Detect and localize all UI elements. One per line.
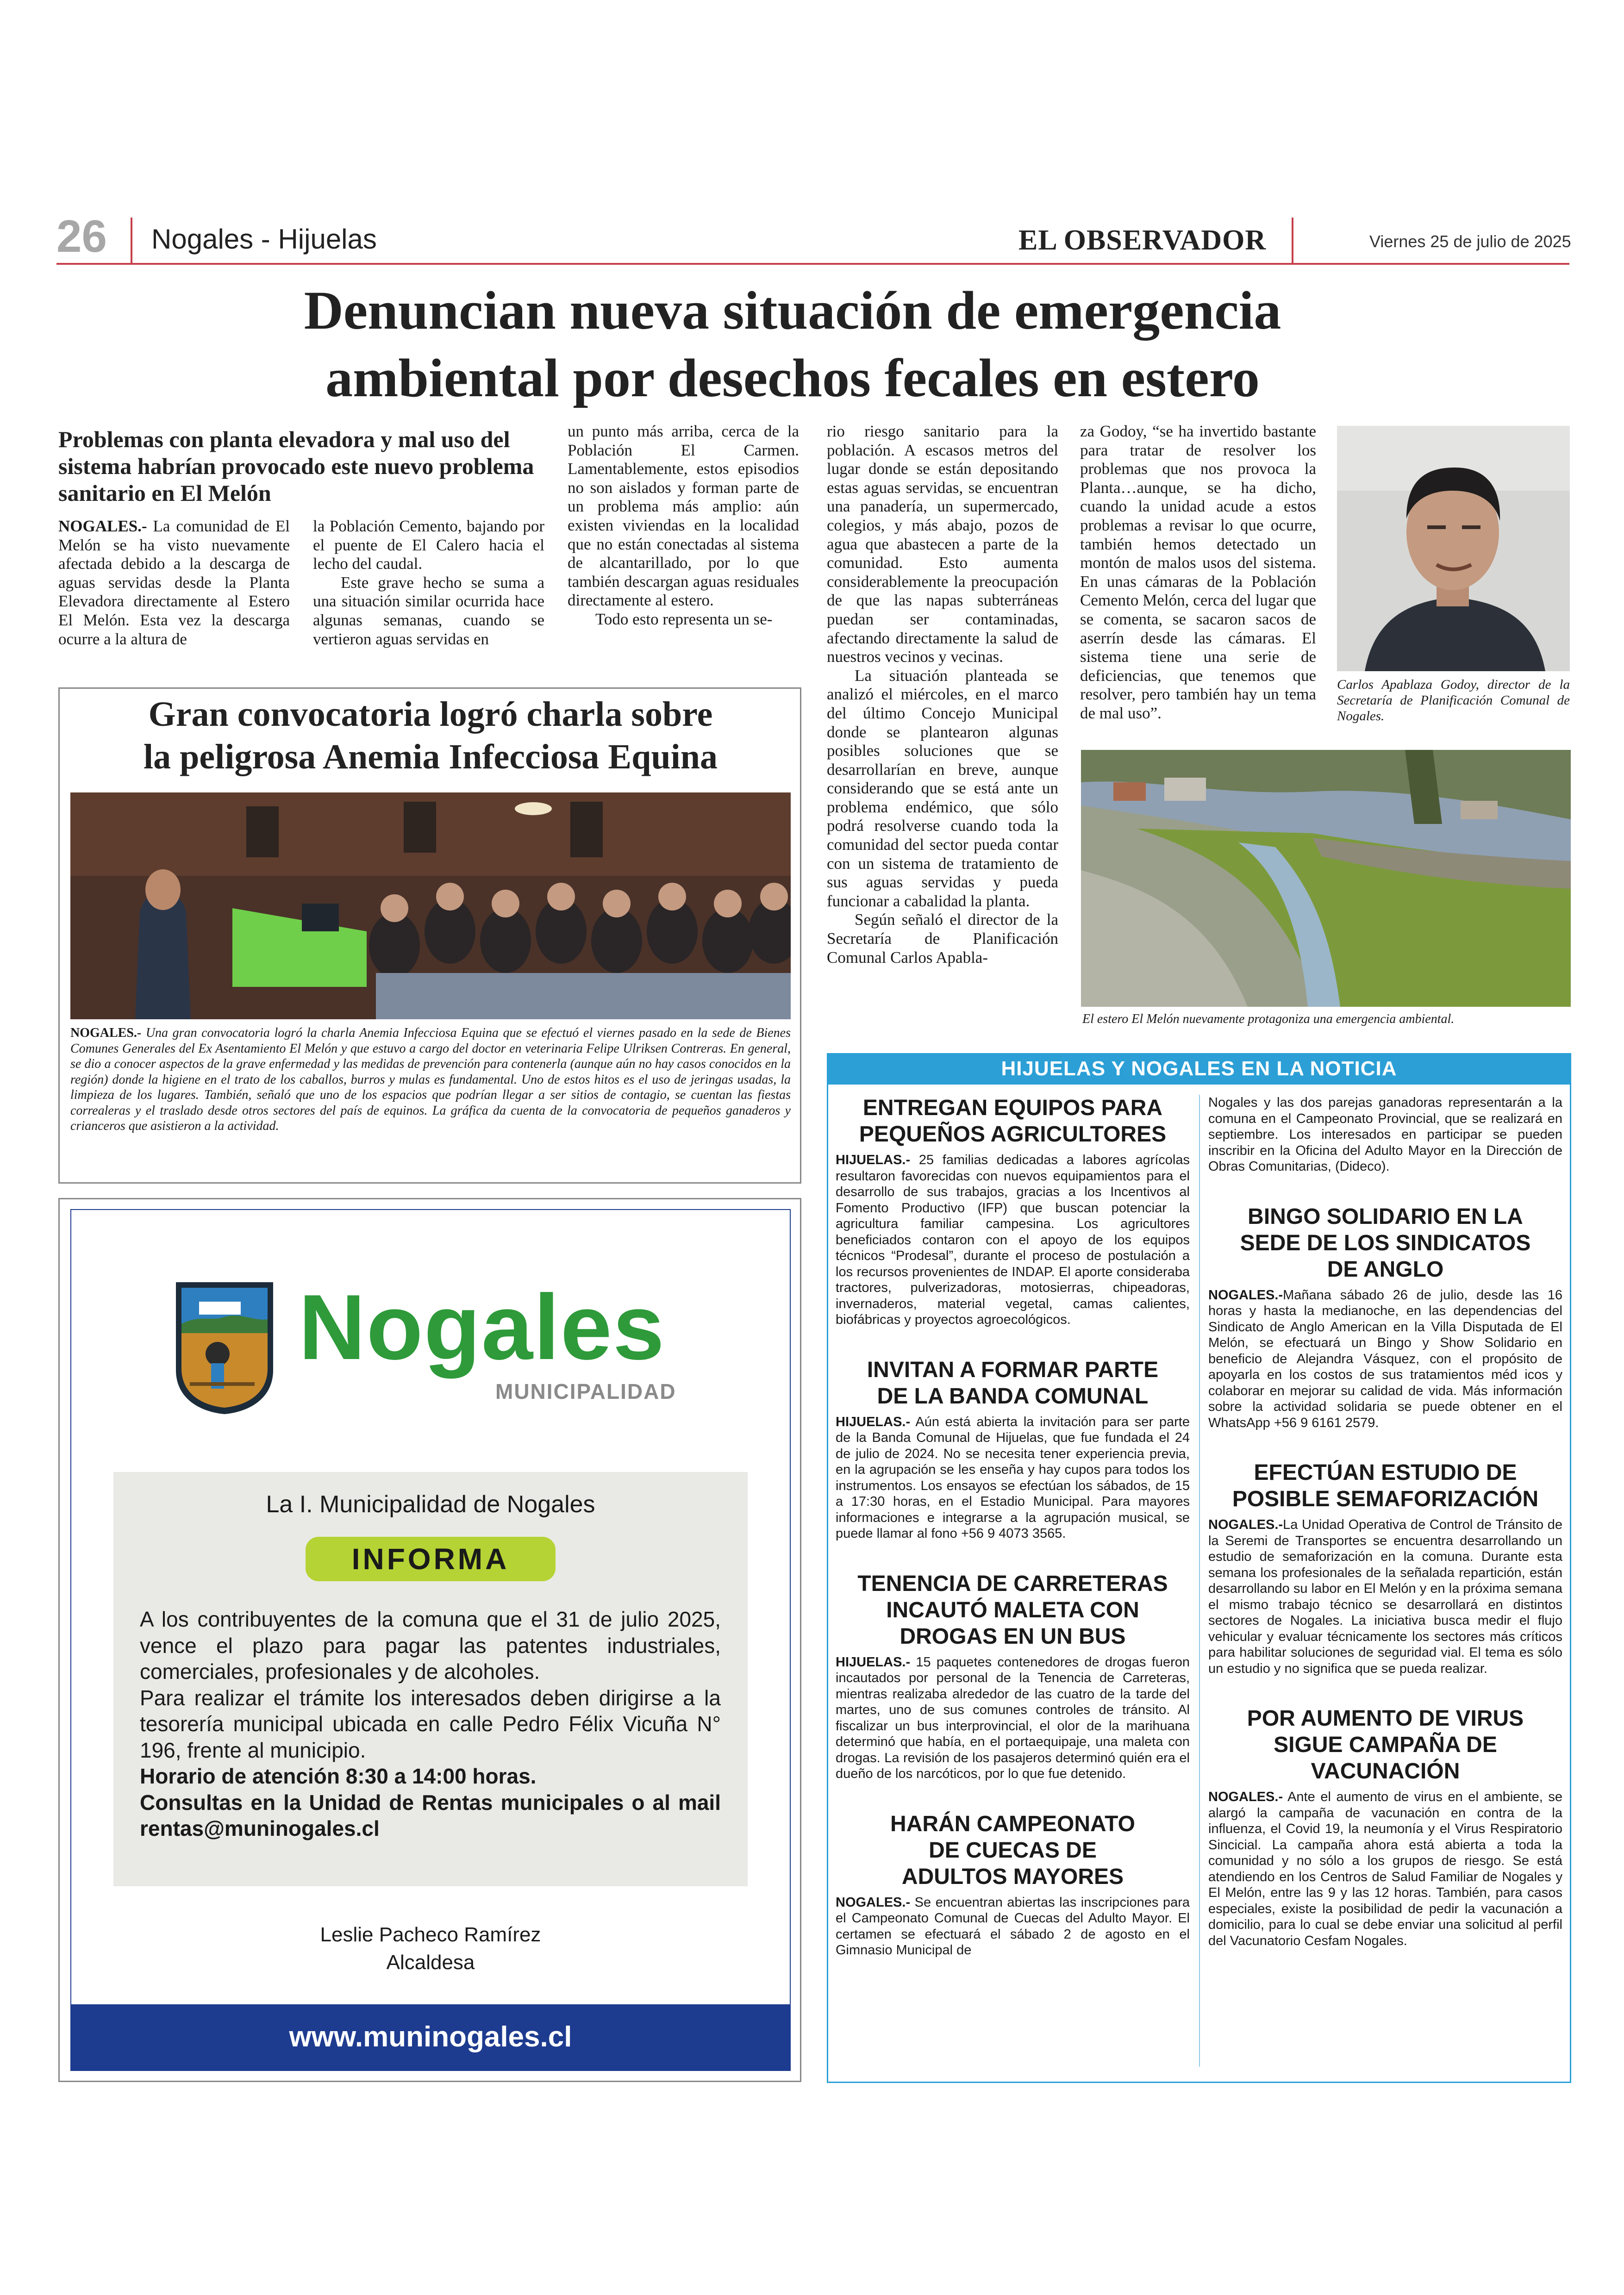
news-item: EFECTÚAN ESTUDIO DE POSIBLE SEMAFORIZACIÓN NOGALES.-La Unidad Operativa de Control de Tránsito de la Seremi de Transportes se encuentra desarrollando un estudio de semaforización en la comuna. Durante esta semana los profesionales de la señalada repartición, están desarrollando su labor en El Melón y en la próxima semana el mismo trabajo técnico se desarrollará en distintos sectores de Nogales. La iniciativa busca medir el flujo vehicular y evaluar técnicamente los sectores más críticos para habilitar soluciones de seguridad vial. El tema es sólo un estudio y no significa que se pueda realizar. bbox=[1208, 1460, 1562, 1676]
news-title: HARÁN CAMPEONATO DE CUECAS DE ADULTOS MAYORES bbox=[890, 1811, 1135, 1889]
charla-photo bbox=[70, 792, 791, 1019]
brand-wordmark: Nogales bbox=[299, 1276, 666, 1379]
news-title: ENTREGAN EQUIPOS PARA PEQUEÑOS AGRICULTORES bbox=[859, 1096, 1167, 1147]
news-col-left bbox=[836, 1095, 1190, 1958]
ad-signer: Leslie Pacheco Ramírez Alcaldesa bbox=[320, 1923, 541, 1974]
news-col-divider bbox=[1199, 1095, 1200, 2067]
news-item: INVITAN A FORMAR PARTE DE LA BANDA COMUNAL HIJUELAS.- Aún está abierta la invitación para ser parte de la Banda Comunal de Hijuelas, que fue fundada el 24 de julio de 2024. No se necesita tener experiencia previa, en la agrupación se les enseña y hay cupos para todos los instrumentos. Los ensayos se efectúan los sábados, de 15 a 17:30 horas, en el Estadio Municipal. Para mayores informaciones e integrarse a la agrupación musical, se puede llamar al fono +56 9 4073 3565. bbox=[836, 1357, 1190, 1541]
header-rule bbox=[56, 263, 1569, 265]
ad-title: La I. Municipalidad de Nogales bbox=[266, 1491, 595, 1518]
nogales-crest-icon bbox=[171, 1278, 278, 1416]
masthead: EL OBSERVADOR bbox=[1018, 225, 1267, 256]
news-banner: HIJUELAS Y NOGALES EN LA NOTICIA bbox=[827, 1053, 1571, 1085]
header-divider bbox=[131, 218, 132, 264]
main-subhead: Problemas con planta elevadora y mal uso del sistema habrían provocado este nuevo problema sanitario en El Melón bbox=[58, 426, 534, 506]
main-col-3: un punto más arriba, cerca de la Población El Carmen. Lamentablemente, estos episodios no son aislados y forman parte de un problema más amplio: aún existen viviendas en la localidad que no están conectadas al sistema de alcantarillado, por lo que también descargan aguas residuales directamente al estero. Todo esto representa un se- bbox=[568, 422, 799, 628]
portrait-photo bbox=[1337, 426, 1570, 671]
ad-badge: INFORMA bbox=[306, 1537, 556, 1581]
news-title: POR AUMENTO DE VIRUS SIGUE CAMPAÑA DE VACUNACIÓN bbox=[1247, 1706, 1524, 1784]
news-item: TENENCIA DE CARRETERAS INCAUTÓ MALETA CON DROGAS EN UN BUS HIJUELAS.- 15 paquetes contenedores de drogas fueron incautados por personal de la Tenencia de Carreteras, mientras realizaba alrededor de las cuatro de la tarde del martes, uno de sus comunes controles de tránsito. Al fiscalizar un bus interprovincial, el olor de la marihuana determinó que había, en el portaequipaje, una maleta con drogas. La revisión de los pasajeros determinó quién era el dueño de los narcóticos, por lo que fue detenido. bbox=[836, 1571, 1190, 1781]
anemia-caption: NOGALES.- Una gran convocatoria logró la charla Anemia Infecciosa Equina que se efectuó el viernes pasado en la sede de Bienes Comunes Generales del Ex Asentamiento El Melón y que estuvo a cargo del doctor en veterinaria Felipe Ulriksen Contreras. En general, se dio a conocer aspectos de la grave enfermedad y las medidas de prevención para contenerla (aunque aún no hay casos conocidos en la región) donde la higiene en el trato de los caballos, burros y mulas es fundamental. Uno de estos hitos es el uso de jeringas usadas, la limpieza de los lugares. También, señaló que uno de los espacios que podrían llegar a ser sitios de contagio, se cuentan las fiestas correaleras y el traslado desde otros sectores del país de equinos. La gráfica da cuenta de la convocatoria de pequeños ganaderos y crianceros que asistieron a la actividad. bbox=[70, 1026, 791, 1133]
estero-photo bbox=[1081, 750, 1571, 1007]
news-title: TENENCIA DE CARRETERAS INCAUTÓ MALETA CON DROGAS EN UN BUS bbox=[857, 1571, 1168, 1649]
main-headline-line1: Denuncian nueva situación de emergencia bbox=[304, 280, 1281, 341]
brand-subtitle: MUNICIPALIDAD bbox=[495, 1379, 676, 1403]
news-item: HARÁN CAMPEONATO DE CUECAS DE ADULTOS MAYORES NOGALES.- Se encuentran abiertas las inscripciones para el Campeonato Comunal de Cuecas del Adulto Mayor. El certamen se efectuará el sábado 2 de agosto en el Gimnasio Municipal de bbox=[836, 1811, 1190, 1958]
anemia-headline: Gran convocatoria logró charla sobre la peligrosa Anemia Infecciosa Equina bbox=[143, 695, 718, 776]
news-item: POR AUMENTO DE VIRUS SIGUE CAMPAÑA DE VACUNACIÓN NOGALES.- Ante el aumento de virus en el ambiente, se alargó la campaña de vacunación en contra de la influenza, el Covid 19, la neumonía y el Virus Respiratorio Sincicial. La campaña ahora está abierta a toda la comunidad y no sólo a los grupos de riesgo. Se está atendiendo en los Centros de Salud Familiar de Nogales y El Melón, entre las 9 y las 12 horas. También, para casos especiales, existe la posibilidad de pedir la vacunación a domicilio, para lo cual se debe enviar una solicitud al perfil del Vacunatorio Cesfam Nogales. bbox=[1208, 1706, 1562, 1948]
news-item: BINGO SOLIDARIO EN LA SEDE DE LOS SINDICATOS DE ANGLO NOGALES.-Mañana sábado 26 de julio, desde las 16 horas y hasta la medianoche, en las dependencias del Sindicato de Anglo American en la Villa Disputada de El Melón, se efectuará un Bingo y Show Solidario en beneficio de Alejandra Vásquez, con el propósito de apoyarla en los costos de sus tratamientos méd icos y colaborar en mejorar su calidad de vida. Más información sobre la actividad solidaria se puede obtener en el WhatsApp +56 9 6161 2579. bbox=[1208, 1204, 1562, 1430]
news-title: BINGO SOLIDARIO EN LA SEDE DE LOS SINDICATOS DE ANGLO bbox=[1240, 1204, 1531, 1282]
main-col-2: la Población Cemento, bajando por el puente de El Calero hacia el lecho del caudal. Este grave hecho se suma a una situación similar ocurrida hace algunas semanas, cuando se vertieron aguas servidas en bbox=[313, 517, 544, 648]
news-item: ENTREGAN EQUIPOS PARA PEQUEÑOS AGRICULTORES HIJUELAS.- 25 familias dedicadas a labores agrícolas resultaron favorecidas con nuevos equipamientos para el desarrollo de sus trabajos, gracias a los Incentivos al Fomento Productivo (IFP) que buscan potenciar la agricultura familiar campesina. Los agricultores beneficiados contaron con el apoyo de los equipos técnicos “Prodesal”, durante el proceso de postulación a los recursos provenientes de INDAP. El aporte consideraba tractores, pulverizadoras, motosierras, chipeadoras, invernaderos, material vegetal, camas calientes, biofábricas y proyectos agroecológicos. bbox=[836, 1096, 1190, 1327]
news-title: EFECTÚAN ESTUDIO DE POSIBLE SEMAFORIZACIÓN bbox=[1232, 1460, 1539, 1511]
main-headline-line2: ambiental por desechos fecales en estero bbox=[325, 348, 1260, 408]
dateline: NOGALES.- bbox=[58, 517, 147, 535]
main-col-1: NOGALES.- La comunidad de El Melón se ha visto nuevamente afectada debido a la descarga de aguas servidas desde la Planta Elevadora directamente al Estero El Melón. Esta vez la descarga ocurre a la altura de bbox=[58, 517, 290, 648]
portrait-caption: Carlos Apablaza Godoy, director de la Secretaría de Planificación Comunal de Nogales. bbox=[1337, 677, 1570, 723]
ad-body: A los contribuyentes de la comuna que el 31 de julio 2025, vence el plazo para pagar las patentes industriales, comerciales, profesionales y de alcoholes. Para realizar el trámite los interesados deben dirigirse a la tesorería municipal ubicada en calle Pedro Félix Vicuña N° 196, frente al municipio. Horario de atención 8:30 a 14:00 horas. Consultas en la Unidad de Rentas municipales o al mail rentas@muninogales.cl bbox=[140, 1607, 721, 1840]
page-number: 26 bbox=[56, 211, 107, 262]
header-divider-right bbox=[1292, 218, 1293, 264]
section-title: Nogales - Hijuelas bbox=[151, 224, 377, 255]
news-title: INVITAN A FORMAR PARTE DE LA BANDA COMUNAL bbox=[867, 1357, 1159, 1409]
estero-caption: El estero El Melón nuevamente protagoniza una emergencia ambiental. bbox=[1082, 1012, 1455, 1026]
news-col-right bbox=[1208, 1095, 1562, 1949]
main-col-4: rio riesgo sanitario para la población. A escasos metros del lugar donde se están depositando estas aguas servidas, se encuentran una panadería, un supermercado, colegios, y más abajo, pozos de agua que abastecen a parte de la comunidad. Esto aumenta considerablemente la preocupación de que las napas subterráneas puedan ser contaminadas, afectando directamente la salud de nuestros vecinos y vecinas. La situación planteada se analizó el miércoles, en el marco del último Concejo Municipal donde se plantearon algunas posibles soluciones que se desarrollarían en breve, aunque considerando que se está ante un problema endémico, que sólo podrá resolverse cuando toda la comunidad del sector pueda contar con un sistema de tratamiento de sus aguas servidas y pueda funcionar a cabalidad la planta. Según señaló el director de la Secretaría de Planificación Comunal Carlos Apabla- bbox=[827, 422, 1058, 967]
issue-date: Viernes 25 de julio de 2025 bbox=[1369, 232, 1571, 251]
anemia-dateline: NOGALES.- bbox=[70, 1026, 142, 1040]
news-continuation: Nogales y las dos parejas ganadoras representarán a la comuna en el Campeonato Provincial, que se realizará en septiembre. Los interesados en participar se pueden inscribir en la Oficina del Adulto Mayor en la Dirección de Obras Comunitarias, (Dideco). bbox=[1208, 1095, 1562, 1174]
ad-website-link[interactable]: www.muninogales.cl bbox=[71, 2004, 790, 2070]
main-headline bbox=[56, 277, 1529, 412]
main-col-5: za Godoy, “se ha invertido bastante para tratar de resolver los problemas que nos provoca la Planta…aunque, se ha dicho, cuando la unidad acude a estos problemas a revisar lo que ocurre, también hemos detectado un montón de malos usos del sistema. En unas cámaras de la Población Cemento Melón, cerca del lugar que se comenta, se sacaron sacos de aserrín desde las cámaras. El sistema tiene una serie de deficiencias, que tenemos que resolver, pero también hay un tema de mal uso”. bbox=[1080, 422, 1316, 722]
